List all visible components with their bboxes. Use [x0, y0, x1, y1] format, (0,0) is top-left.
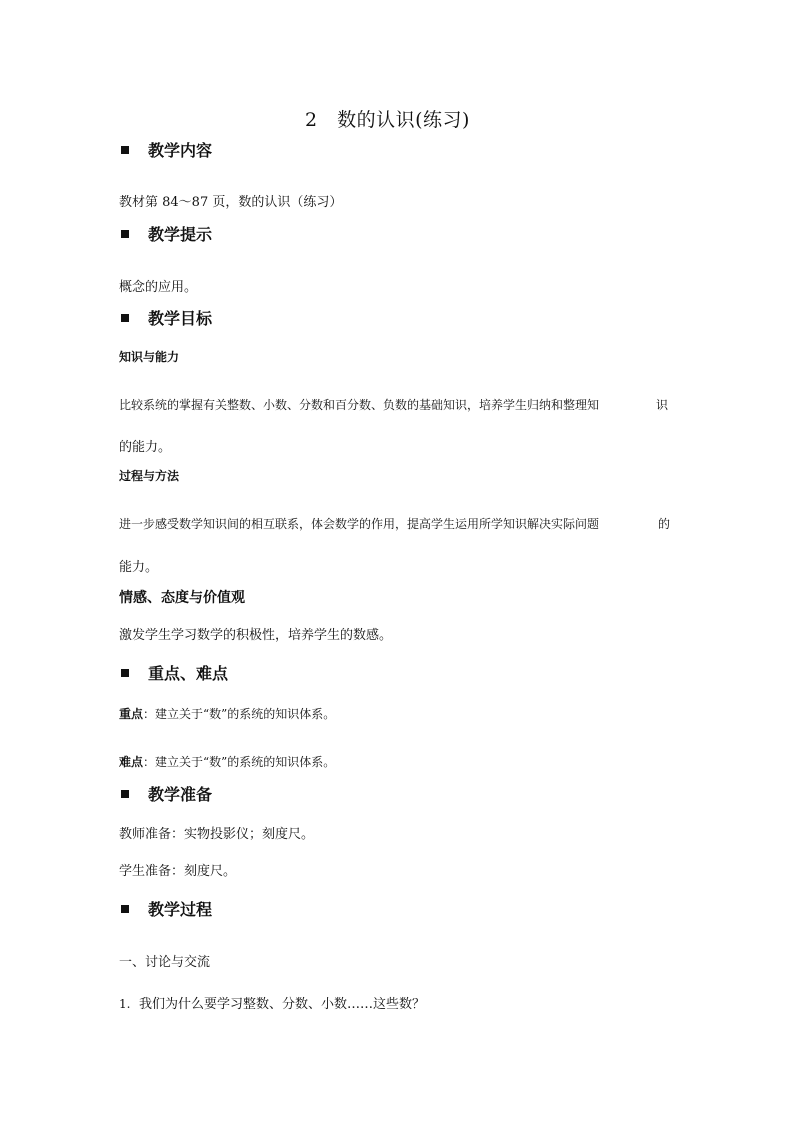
question-1-number: 1.: [119, 997, 131, 1011]
section-heading-text: 教学提示: [148, 225, 213, 244]
process-line-2: 能力。: [119, 560, 159, 575]
process-line-1: 进一步感受数学知识间的相互联系，体会数学的作用，提高学生运用所学知识解决实际问题: [119, 517, 600, 531]
process-line-1-tail: 的: [658, 517, 671, 531]
difficult-point-text: ：建立关于“数”的系统的知识体系。: [143, 755, 336, 769]
square-bullet-icon: [121, 230, 129, 238]
knowledge-line-1: 比较系统的掌握有关整数、小数、分数和百分数、负数的基础知识，培养学生归纳和整理知: [119, 398, 600, 412]
knowledge-line-2: 的能力。: [119, 440, 172, 455]
knowledge-subtitle: 知识与能力: [119, 350, 180, 364]
square-bullet-icon: [121, 669, 129, 677]
key-point-label: 重点: [119, 707, 144, 721]
key-point-text: ：建立关于“数”的系统的知识体系。: [143, 707, 336, 721]
difficult-point-label: 难点: [119, 755, 144, 769]
section-heading-keypoints: [121, 661, 228, 684]
knowledge-line-1-tail: 识: [656, 398, 669, 412]
section-heading-text: 重点、难点: [148, 664, 229, 683]
emotion-text: 激发学生学习数学的积极性，培养学生的数感。: [119, 628, 393, 643]
section-heading-text: 教学内容: [148, 141, 213, 160]
student-prep-text: 学生准备：刻度尺。: [119, 864, 237, 879]
page-title: 2 数的认识(练习): [305, 109, 470, 131]
square-bullet-icon: [121, 905, 129, 913]
teacher-prep-text: 教师准备：实物投影仪；刻度尺。: [119, 827, 315, 842]
section-heading-prep: [121, 782, 212, 805]
key-point-line: [119, 705, 335, 722]
content-text: 教材第 84～87 页，数的认识（练习）: [119, 195, 343, 210]
section-heading-text: 教学准备: [148, 785, 213, 804]
section-heading-content: [121, 138, 212, 161]
section-heading-process: [121, 897, 212, 920]
question-1-text: 我们为什么要学习整数、分数、小数……这些数？: [139, 997, 426, 1012]
difficult-point-line: [119, 753, 335, 770]
section-heading-text: 教学目标: [148, 309, 213, 328]
emotion-subtitle: 情感、态度与价值观: [119, 590, 245, 606]
section-heading-goals: [121, 306, 212, 329]
square-bullet-icon: [121, 790, 129, 798]
question-1: [119, 993, 425, 1012]
process-part-1: 一、讨论与交流: [119, 955, 211, 970]
hint-text: 概念的应用。: [119, 280, 198, 295]
square-bullet-icon: [121, 146, 129, 154]
section-heading-hint: [121, 222, 212, 245]
square-bullet-icon: [121, 314, 129, 322]
process-subtitle: 过程与方法: [119, 469, 180, 483]
section-heading-text: 教学过程: [148, 900, 213, 919]
